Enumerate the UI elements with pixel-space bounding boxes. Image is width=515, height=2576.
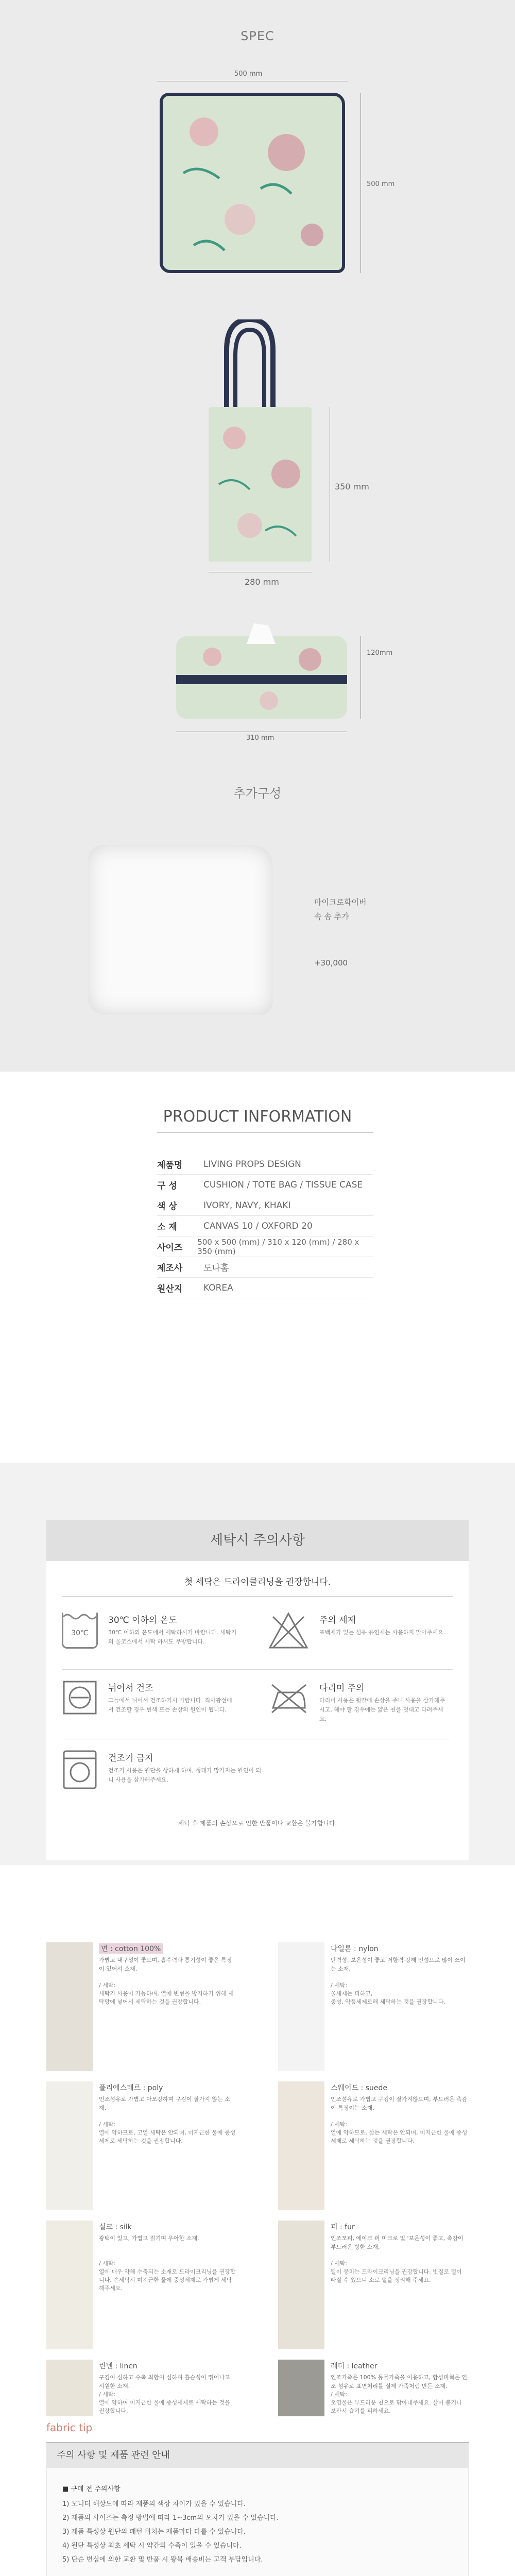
tip-section-head: ■ 구매 전 주의사항 [62,2485,121,2493]
fabric-item [46,2081,237,2210]
fabric-title: 레더 : leather [331,2362,377,2370]
info-row: 원산지 KOREA [157,1278,373,1298]
fabric-title: 스웨이드 : suede [331,2084,387,2092]
fabric-swatch [46,2360,93,2416]
tip-title: 주의 사항 및 제품 관련 안내 [57,2450,170,2461]
no-iron-icon [268,1680,309,1716]
info-row: 소 재 CANVAS 10 / OXFORD 20 [157,1216,373,1236]
fabric-swatch [46,2221,93,2349]
tip-body [46,2468,469,2576]
wash-header [46,1520,469,1561]
cushion-height-label: 500 mm [367,180,395,188]
wash-item-desc: 표백제가 있는 섬유 유연제는 사용하지 말아주세요. [319,1629,445,1636]
pillow-insert-image [88,845,273,1015]
tissue-height-label: 120mm [367,649,393,657]
wash-item-desc: 30℃ 이하의 온도에서 세탁하시기 바랍니다. 세탁기의 울코스에서 세탁 하셔도 무방합니다. [108,1629,237,1645]
no-dryer-icon [62,1749,98,1790]
extra-item-desc: 속 솜 추가 [314,912,349,921]
fabric-desc: 인조모피, 에이크 퍼 미크로 및 '보온성이 좋고, 촉감이 부드러운 방한 소재. [331,2235,464,2250]
fabric-title: 폴리에스테르 : poly [99,2084,163,2092]
fabric-title: 면 : cotton 100% [99,1943,163,1954]
dry-flat-icon [62,1680,98,1716]
tip-line: 1) 모니터 해상도에 따라 제품의 색상 차이가 있을 수 있습니다. [62,2500,246,2508]
fabric-swatch [278,2081,324,2210]
fabric-note: / 세탁: 털이 뭉치는 드라이크리닝을 권장합니다. 빗질로 털이 빠질 수 있으니 소로 털을 정리해 주세요. [331,2260,462,2283]
tip-label: fabric tip [46,2421,93,2434]
wash-item-title: 주의 세제 [319,1615,356,1625]
fabric-swatch [46,2081,93,2210]
wash-item-title: 30℃ 이하의 온도 [108,1615,177,1625]
spec-section [0,0,515,1072]
extra-price: +30,000 [314,958,348,968]
wash-section [0,1463,515,1865]
tissue-case-image [176,636,347,719]
fabric-desc: 인조섬유로 가볍고 구김이 잘가지않으며, 부드러운 촉감이 특징이는 소재. [331,2096,468,2111]
tote-bag-body [209,407,312,562]
info-row: 사이즈 500 x 500 (mm) / 310 x 120 (mm) / 280 x 350 (mm) [157,1236,373,1257]
wash-footer: 세탁 후 제품의 손상으로 인한 반품이나 교환은 불가합니다. [178,1820,337,1827]
wash-item-title: 건조기 금지 [108,1753,153,1764]
fabric-swatch [278,1942,324,2071]
fabric-desc: 탄력성, 보온성이 좋고 저항력 강해 인성으로 많이 쓰이는 소재. [331,1957,466,1972]
tote-width-label: 280 mm [245,577,279,587]
fabric-item [46,1942,237,2071]
fabric-title: 퍼 : fur [331,2223,355,2231]
wash-item-title: 뉘어서 건조 [108,1683,153,1693]
extra-item: 마이크로화이버 [314,897,367,907]
fabric-item [278,2081,469,2210]
fabric-item [278,1942,469,2071]
fabric-title: 실크 : silk [99,2223,132,2231]
fabric-item [46,2221,237,2349]
fabric-desc: 가볍고 내구성이 좋으며, 흡수력과 통기성이 좋은 특징이 있어서 소재. [99,1957,232,1972]
fabric-section [0,1865,515,2421]
fabric-note: / 세탁: 오염물은 부드러운 천으로 닦아내주세요. 살이 붙거나 보관시 습기를 피하세요. [331,2391,462,2414]
fabric-note: / 세탁: 울세제는 피하고, 중성, 약품세제로해 세탁하는 것을 권장합니다. [331,1982,445,2005]
spec-title: SPEC [241,29,274,43]
tip-line: 3) 제품 특성상 원단의 패턴 위치는 제품마다 다를 수 있습니다. [62,2528,246,2536]
wash-item-title: 다리미 주의 [319,1683,365,1693]
no-bleach-icon [268,1611,309,1652]
product-info-title: PRODUCT INFORMATION [163,1108,352,1126]
fabric-note: / 세탁: 열에 매우 약해 수축되는 소재로 드라이크리닝을 권장합니다. 손세탁시 미지근한 물에 중성세제로 가볍게 세탁해주세요. [99,2260,236,2292]
tip-line: 2) 제품의 사이즈는 측정 방법에 따라 1~3cm의 오차가 있을 수 있습니다. [62,2514,279,2522]
wash-title: 세탁시 주의사항 [210,1533,305,1548]
fabric-item [278,2221,469,2349]
wash-item-desc: 다리미 사용은 뒷갈에 손상을 주니 사용을 삼가해주시고, 해야 할 경우에는 얇은 천을 덧대고 다려주세요. [319,1697,445,1722]
cushion-width-label: 500 mm [234,70,263,78]
fabric-note: / 세탁: 세탁기 사용이 가능하며, 열에 변형을 방지하기 위해 세탁망에 넣어서 세탁하는 것을 권장합니다. [99,1982,234,2005]
fabric-desc: 인조가죽은 100% 동물가죽을 이용하고, 합성피혁은 인조 섬유로 표면처리를 실제 가죽처럼 만든 소재. [331,2374,467,2389]
cushion-image [160,93,345,273]
tip-line: 5) 단순 변심에 의한 교환 및 반품 시 왕복 배송비는 고객 부담입니다. [62,2556,263,2564]
wash-panel [46,1561,469,1860]
info-row: 색 상 IVORY, NAVY, KHAKI [157,1195,373,1216]
fabric-desc: 인조섬유로 가볍고 마모강하며 구김이 잘가지 않는 소재. [99,2096,230,2111]
wash-subtitle: 첫 세탁은 드라이클리닝을 권장합니다. [184,1577,331,1587]
tote-height-label: 350 mm [335,482,369,492]
info-row: 구 성 CUSHION / TOTE BAG / TISSUE CASE [157,1175,373,1195]
product-info-section [0,1072,515,1463]
tip-header [46,2442,469,2468]
fabric-swatch [278,2221,324,2349]
wash-item-desc: 건조기 사용은 원단을 상하게 하며, 형태가 망가지는 원인이 되니 사용을 삼가해주세요. [108,1767,262,1783]
cushion-height-line [360,93,361,273]
fabric-note: / 세탁: 열에 약하므로, 삶는 세탁은 안되며, 미지근한 물에 중성세제로 세탁하는 것을 권장합니다. [331,2121,468,2144]
fabric-swatch [278,2360,324,2416]
fabric-title: 나일론 : nylon [331,1945,379,1953]
extra-title: 추가구성 [233,786,282,801]
tissue-height-line [360,636,361,719]
fabric-note: / 세탁: 열에 약하여 미지근한 물에 중성세제로 세탁하는 것을 권장합니다. [99,2391,230,2414]
info-row: 제조사 도나홈 [157,1257,373,1278]
fabric-desc: 구김이 심하고 수축 최합이 심하며 흡습성이 뛰어나고 시원한 소재. [99,2374,230,2389]
info-row: 제품명 LIVING PROPS DESIGN [157,1154,373,1175]
tip-section [0,2421,515,2576]
fabric-desc: 광택이 있고, 가볍고 질기며 우아한 소재. [99,2235,199,2242]
fabric-swatch [46,1942,93,2071]
fabric-item [46,2360,237,2421]
wash-item-desc: 그늘에서 뉘어서 건조하기시 바랍니다. 직사광선에서 건조할 경우 변색 또는 손상의 원인이 됩니다. [108,1697,232,1713]
fabric-item [278,2360,469,2421]
fabric-note: / 세탁: 열에 약하므로, 고열 세탁은 안되며, 미지근한 물에 중성세제로 세탁하는 것을 권장합니다. [99,2121,236,2144]
wash-30-icon: 30℃ [62,1613,98,1649]
fabric-title: 린넨 : linen [99,2362,138,2370]
tissue-width-label: 310 mm [246,734,274,742]
tip-line: 4) 원단 특성상 최초 세탁 시 약간의 수축이 있을 수 있습니다. [62,2542,242,2550]
